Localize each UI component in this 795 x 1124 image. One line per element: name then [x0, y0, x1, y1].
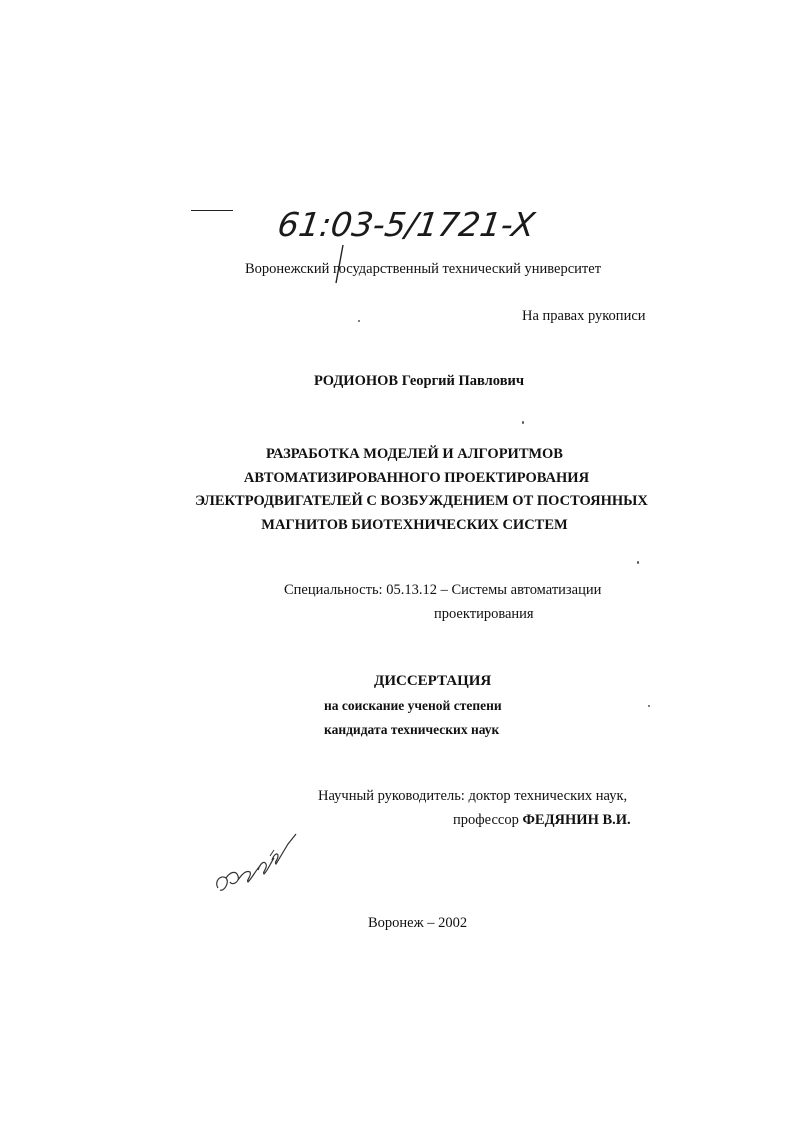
- scan-speck: [522, 421, 524, 424]
- dissertation-title: [0, 443, 795, 537]
- university-name: Воронежский государственный технический университет: [245, 261, 602, 277]
- city-year: Воронеж – 2002: [368, 915, 468, 931]
- degree-line: на соискание ученой степени: [324, 698, 502, 713]
- title-line: ЭЛЕКТРОДВИГАТЕЛЕЙ С ВОЗБУЖДЕНИЕМ ОТ ПОСТОЯННЫХ: [195, 493, 648, 509]
- supervisor-line: Научный руководитель: доктор технических наук,: [318, 788, 628, 804]
- title-line: МАГНИТОВ БИОТЕХНИЧЕСКИХ СИСТЕМ: [261, 516, 568, 533]
- degree-field-line: кандидата технических наук: [324, 722, 500, 737]
- dissertation-heading: ДИССЕРТАЦИЯ: [374, 673, 492, 689]
- author-name: РОДИОНОВ Георгий Павлович: [314, 373, 525, 389]
- scan-speck: [648, 705, 650, 707]
- specialty-line-continued: проектирования: [434, 606, 534, 622]
- handwritten-signature-icon: [212, 826, 302, 906]
- supervisor-name-line: [453, 812, 631, 829]
- title-line: РАЗРАБОТКА МОДЕЛЕЙ И АЛГОРИТМОВ: [266, 446, 563, 462]
- top-rule: [191, 210, 233, 211]
- scan-speck: [637, 561, 639, 564]
- catalog-number: 61:03-5/1721-X: [275, 205, 538, 244]
- scan-speck: [358, 320, 360, 322]
- title-line: АВТОМАТИЗИРОВАННОГО ПРОЕКТИРОВАНИЯ: [243, 469, 590, 486]
- supervisor-title: профессор: [453, 812, 519, 828]
- supervisor-name: ФЕДЯНИН В.И.: [522, 812, 631, 828]
- specialty-line: Специальность: 05.13.12 – Системы автоматизации: [284, 582, 602, 598]
- manuscript-note: На правах рукописи: [522, 308, 646, 324]
